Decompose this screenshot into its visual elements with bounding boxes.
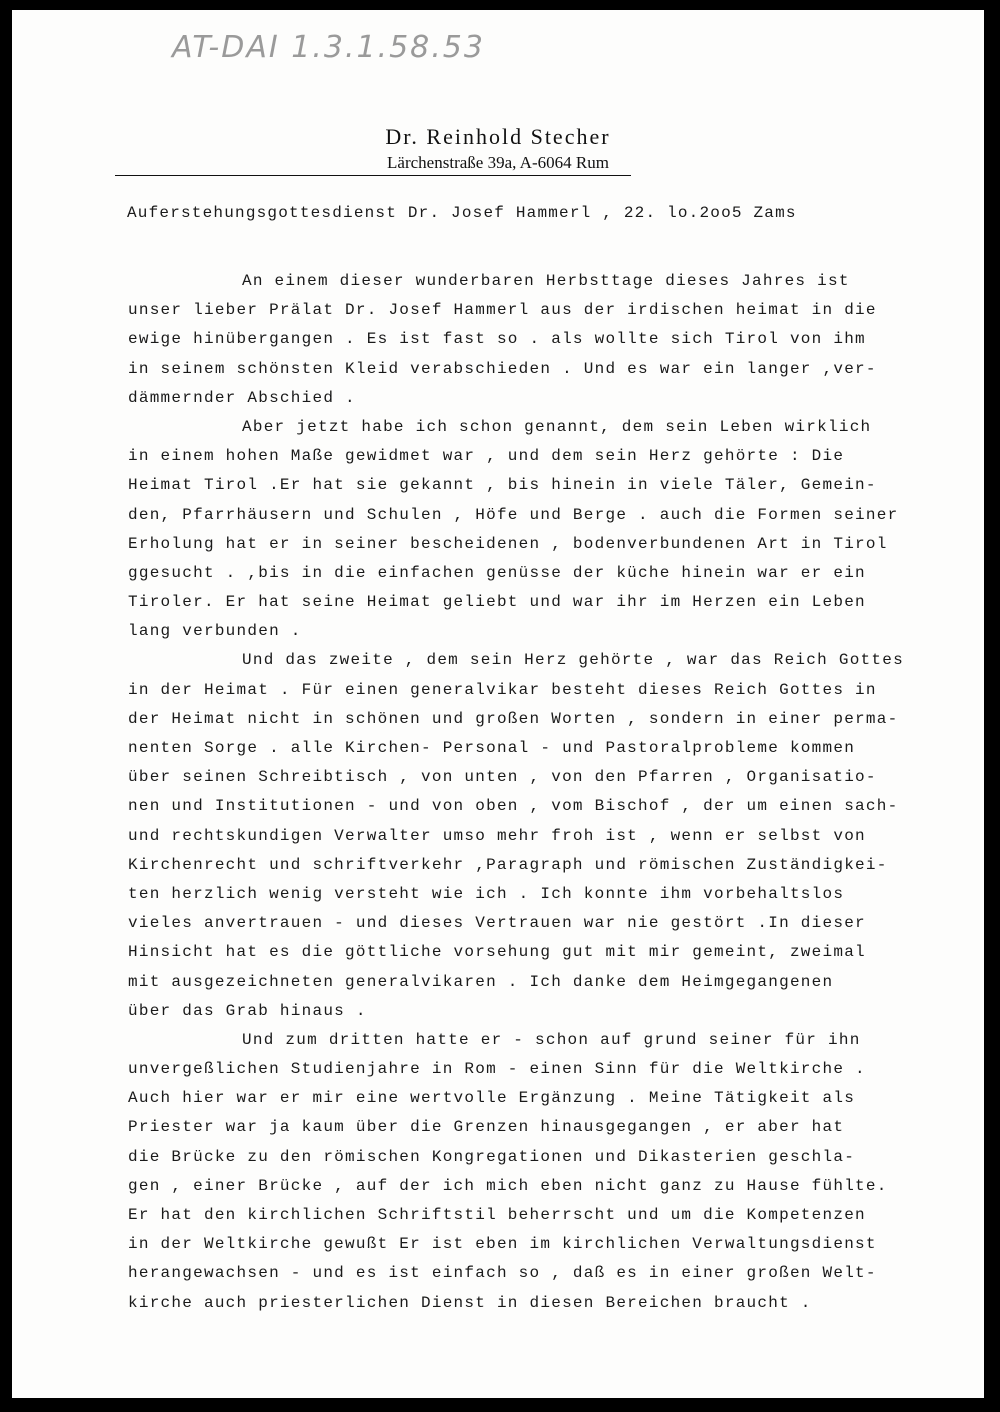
letterhead-name: Dr. Reinhold Stecher <box>385 124 611 149</box>
text-line: unser lieber Prälat Dr. Josef Hammerl aus der irdischen heimat in die <box>128 301 877 320</box>
text-line: Kirchenrecht und schriftverkehr ,Paragraph und römischen Zuständigkei- <box>128 855 888 874</box>
text-line: den, Pfarrhäusern und Schulen , Höfe und Berge . auch die Formen seiner <box>128 505 899 524</box>
text-line: in der Heimat . Für einen generalvikar besteht dieses Reich Gottes in <box>128 680 877 699</box>
text-line: Auch hier war er mir eine wertvolle Ergänzung . Meine Tätigkeit als <box>128 1089 856 1108</box>
text-line: lang verbunden . <box>128 622 302 641</box>
letter-body <box>128 267 958 1318</box>
text-line: der Heimat nicht in schönen und großen Worten , sondern in einer perma- <box>128 709 899 728</box>
text-line: über seinen Schreibtisch , von unten , von den Pfarren , Organisatio- <box>128 768 877 787</box>
archive-reference-mark: AT-DAI 1.3.1.58.53 <box>172 30 485 65</box>
text-line: ten herzlich wenig versteht wie ich . Ich konnte ihm vorbehaltslos <box>128 884 845 903</box>
text-line: Und das zweite , dem sein Herz gehörte , war das Reich Gottes <box>242 651 904 670</box>
text-line: Heimat Tirol .Er hat sie gekannt , bis hinein in viele Täler, Gemein- <box>128 476 877 495</box>
text-line: ggesucht . ,bis in die einfachen genüsse der küche hinein war er ein <box>128 563 866 582</box>
letterhead-divider <box>115 175 631 176</box>
text-line: nenten Sorge . alle Kirchen- Personal - und Pastoralprobleme kommen <box>128 739 856 757</box>
text-line: Erholung hat er in seiner bescheidenen , bodenverbundenen Art in Tirol <box>128 534 888 553</box>
text-line: Hinsicht hat es die göttliche vorsehung gut mit mir gemeint, zweimal <box>128 943 866 962</box>
text-line: vieles anvertrauen - und dieses Vertrauen war nie gestört .In dieser <box>128 914 866 933</box>
text-line: in der Weltkirche gewußt Er ist eben im kirchlichen Verwaltungsdienst <box>128 1235 877 1254</box>
text-line: mit ausgezeichneten generalvikaren . Ich danke dem Heimgegangenen <box>128 972 834 991</box>
text-line: und rechtskundigen Verwalter umso mehr froh ist , wenn er selbst von <box>128 826 866 845</box>
text-line: in einem hohen Maße gewidmet war , und dem sein Herz gehörte : Die <box>128 447 845 466</box>
text-line: dämmernder Abschied . <box>128 388 356 407</box>
text-line: ewige hinübergangen . Es ist fast so . als wollte sich Tirol von ihm <box>128 330 866 349</box>
letterhead-address: Lärchenstraße 39a, A-6064 Rum <box>387 153 609 172</box>
text-line: herangewachsen - und es ist einfach so , daß es in einer großen Welt- <box>128 1264 877 1283</box>
text-line: Tiroler. Er hat seine Heimat geliebt und war ihr im Herzen ein Leben <box>128 593 866 612</box>
text-line: in seinem schönsten Kleid verabschieden . Und es war ein langer ,ver- <box>128 359 877 378</box>
text-line: Priester war ja kaum über die Grenzen hinausgegangen , er aber hat <box>128 1118 845 1137</box>
document-subject: Auferstehungsgottesdienst Dr. Josef Hammerl , 22. lo.2oo5 Zams <box>127 204 797 222</box>
text-line: die Brücke zu den römischen Kongregationen und Dikasterien geschla- <box>128 1147 856 1166</box>
text-line: unvergeßlichen Studienjahre in Rom - einen Sinn für die Weltkirche . <box>128 1060 866 1079</box>
text-line: gen , einer Brücke , auf der ich mich eben nicht ganz zu Hause fühlte. <box>128 1176 888 1195</box>
letter-page <box>12 10 984 1398</box>
text-line: kirche auch priesterlichen Dienst in diesen Bereichen braucht . <box>128 1293 812 1312</box>
text-line: Er hat den kirchlichen Schriftstil beherrscht und um die Kompetenzen <box>128 1206 866 1224</box>
text-line: über das Grab hinaus . <box>128 1001 367 1020</box>
text-line: Und zum dritten hatte er - schon auf grund seiner für ihn <box>242 1030 861 1049</box>
text-line: An einem dieser wunderbaren Herbsttage dieses Jahres ist <box>242 272 850 290</box>
text-line: Aber jetzt habe ich schon genannt, dem sein Leben wirklich <box>242 417 872 436</box>
text-line: nen und Institutionen - und von oben , vom Bischof , der um einen sach- <box>128 797 899 816</box>
